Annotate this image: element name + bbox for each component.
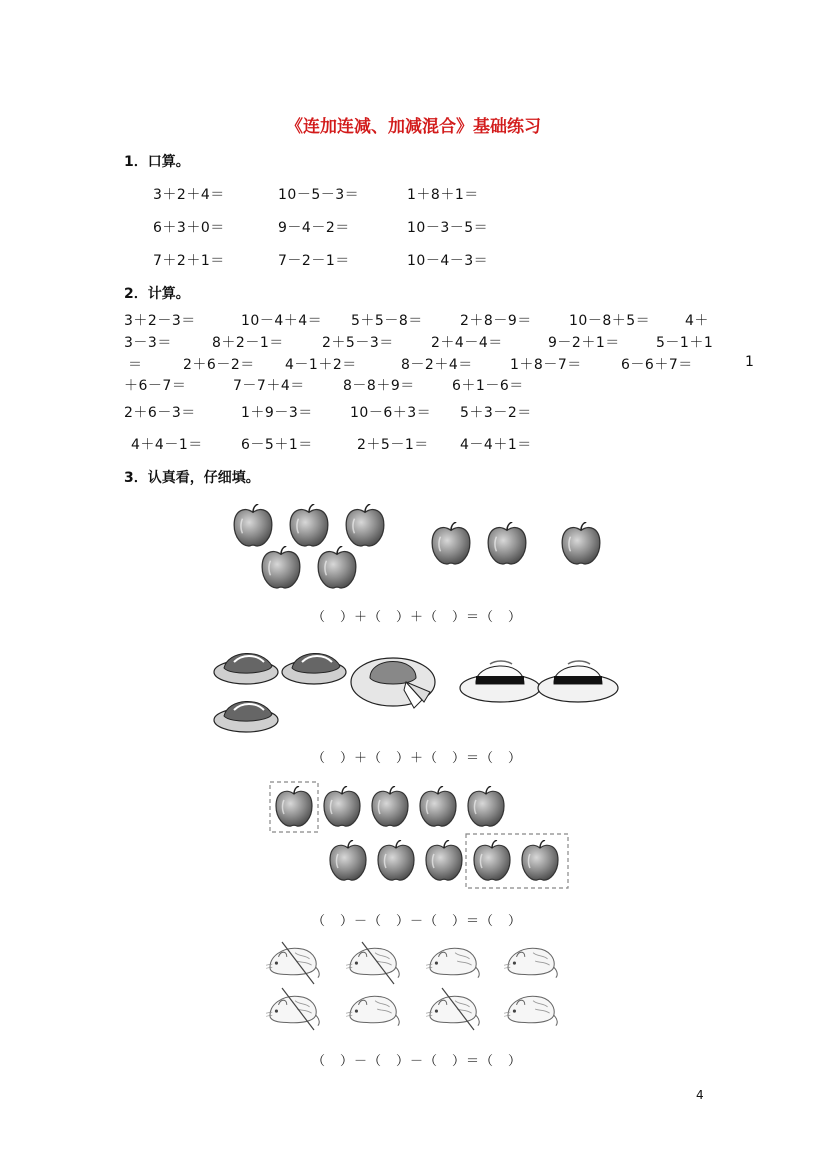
- mouse-icon: [426, 996, 479, 1025]
- equation-blank-1[interactable]: （ ）＋（ ）＋（ ）＝（ ）: [312, 610, 523, 625]
- calc-l2-3: 2＋5－3＝: [322, 335, 394, 351]
- calc-l2-4: 2＋4－4＝: [431, 335, 503, 351]
- section3-heading: 3．认真看，仔细填。: [124, 470, 260, 486]
- apple-icon: [426, 840, 462, 880]
- apple-icon: [234, 504, 272, 546]
- calc-l1-5: 10－8＋5＝: [569, 313, 651, 329]
- calc-l3-6: 6－6＋7＝: [621, 357, 693, 373]
- apple-icon: [262, 546, 300, 588]
- calc-l3-2: 2＋6－2＝: [183, 357, 255, 373]
- mouse-icon: [266, 948, 319, 977]
- calc-l4-2: 7－7＋4＝: [233, 378, 305, 394]
- calc-l1-6: 4＋: [685, 313, 709, 329]
- equation-blank-2[interactable]: （ ）＋（ ）＋（ ）＝（ ）: [312, 751, 523, 766]
- calc-l1-1: 3＋2－3＝: [124, 313, 196, 329]
- calc-l4-1: ＋6－7＝: [124, 378, 187, 394]
- cap-icon: [214, 701, 278, 732]
- apple-icon: [468, 786, 504, 826]
- oral-2-2: 9－4－2＝: [278, 220, 350, 236]
- calc-l3-4: 8－2＋4＝: [401, 357, 473, 373]
- hats-group: [210, 638, 625, 738]
- calc-l2-5: 9－2＋1＝: [548, 335, 620, 351]
- calc-l6-4: 4－4＋1＝: [460, 437, 532, 453]
- calc-l6-1: 4＋4－1＝: [131, 437, 203, 453]
- calc-l3-3: 4－1＋2＝: [285, 357, 357, 373]
- calc-l3-5: 1＋8－7＝: [510, 357, 582, 373]
- apple-icon: [378, 840, 414, 880]
- fedora-icon: [460, 661, 540, 702]
- oral-2-3: 10－3－5＝: [407, 220, 489, 236]
- calc-l4-3: 8－8＋9＝: [343, 378, 415, 394]
- mouse-icon: [346, 996, 399, 1025]
- apples-group-1: [228, 500, 618, 595]
- mouse-icon: [504, 948, 557, 977]
- calc-l2-6: 5－1＋1: [656, 335, 714, 351]
- calc-l1-2: 10－4＋4＝: [241, 313, 323, 329]
- apple-icon: [372, 786, 408, 826]
- apple-icon: [488, 522, 526, 564]
- calc-l6-2: 6－5＋1＝: [241, 437, 313, 453]
- mouse-icon: [504, 996, 557, 1025]
- apple-icon: [276, 786, 312, 826]
- apple-icon: [432, 522, 470, 564]
- calc-l5-1: 2＋6－3＝: [124, 405, 196, 421]
- oral-3-1: 7＋2＋1＝: [153, 253, 225, 269]
- apples-group-2: [268, 780, 573, 892]
- oral-1-1: 3＋2＋4＝: [153, 187, 225, 203]
- calc-l3-7: 1: [745, 354, 755, 370]
- calc-l5-4: 5＋3－2＝: [460, 405, 532, 421]
- calc-l2-1: 3－3＝: [124, 335, 172, 351]
- calc-l3-1: ＝: [128, 357, 143, 373]
- mice-group: [262, 938, 567, 1033]
- apple-icon: [346, 504, 384, 546]
- mouse-icon: [266, 996, 319, 1025]
- oral-3-3: 10－4－3＝: [407, 253, 489, 269]
- cap-icon: [214, 653, 278, 684]
- calc-l5-3: 10－6＋3＝: [350, 405, 432, 421]
- calc-l4-4: 6＋1－6＝: [452, 378, 524, 394]
- page-title: 《连加连减、加减混合》基础练习: [286, 117, 541, 137]
- mouse-icon: [426, 948, 479, 977]
- calc-l1-4: 2＋8－9＝: [460, 313, 532, 329]
- calc-l2-2: 8＋2－1＝: [212, 335, 284, 351]
- apple-icon: [474, 840, 510, 880]
- sun-hat-icon: [351, 658, 435, 708]
- oral-1-2: 10－5－3＝: [278, 187, 360, 203]
- calc-l1-3: 5＋5－8＝: [351, 313, 423, 329]
- oral-2-1: 6＋3＋0＝: [153, 220, 225, 236]
- cap-icon: [282, 653, 346, 684]
- page-number: 4: [696, 1088, 704, 1102]
- fedora-icon: [538, 661, 618, 702]
- equation-blank-4[interactable]: （ ）－（ ）－（ ）＝（ ）: [312, 1054, 523, 1069]
- apple-icon: [330, 840, 366, 880]
- equation-blank-3[interactable]: （ ）－（ ）－（ ）＝（ ）: [312, 914, 523, 929]
- apple-icon: [324, 786, 360, 826]
- oral-3-2: 7－2－1＝: [278, 253, 350, 269]
- section2-heading: 2．计算。: [124, 286, 190, 302]
- apple-icon: [522, 840, 558, 880]
- oral-1-3: 1＋8＋1＝: [407, 187, 479, 203]
- apple-icon: [420, 786, 456, 826]
- calc-l5-2: 1＋9－3＝: [241, 405, 313, 421]
- apple-icon: [562, 522, 600, 564]
- mouse-icon: [346, 948, 399, 977]
- apple-icon: [290, 504, 328, 546]
- calc-l6-3: 2＋5－1＝: [357, 437, 429, 453]
- apple-icon: [318, 546, 356, 588]
- section1-heading: 1．口算。: [124, 154, 190, 170]
